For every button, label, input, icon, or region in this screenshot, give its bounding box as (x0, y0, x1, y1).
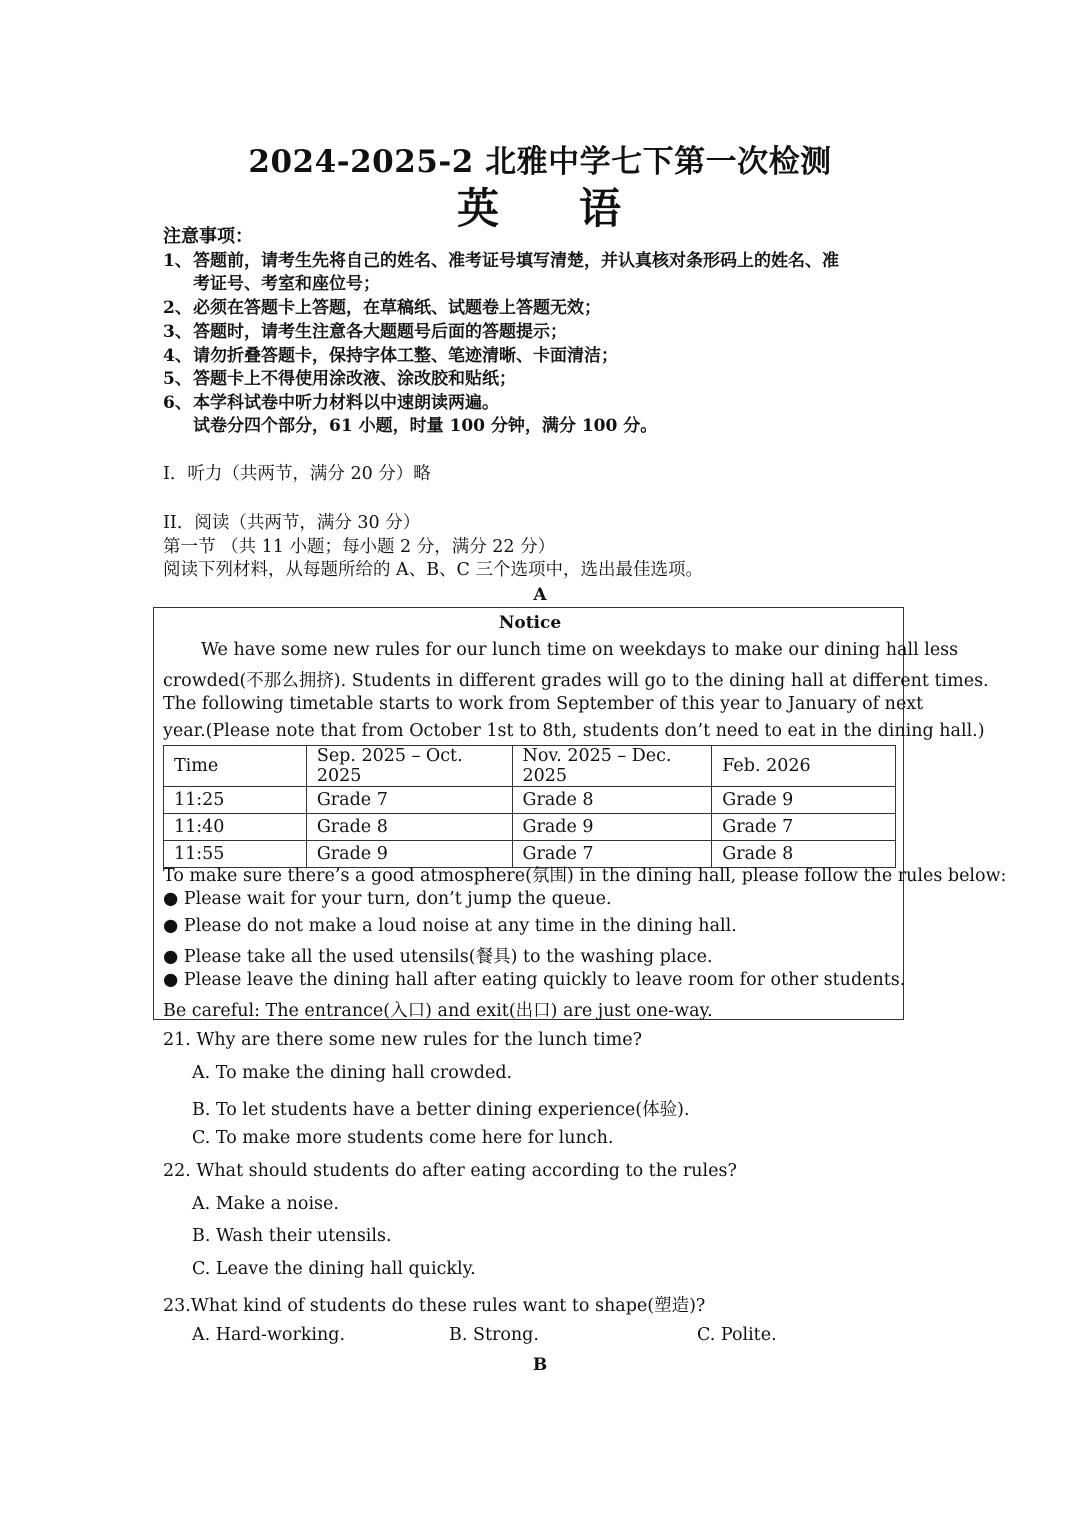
question-option: A. To make the dining hall crowded. (192, 1063, 513, 1083)
question-stem: 21. Why are there some new rules for the lunch time? (163, 1030, 642, 1050)
note-item: 1、答题前，请考生先将自己的姓名、准考证号填写清楚，并认真核对条形码上的姓名、准 (163, 251, 839, 271)
note-item-continued: 考证号、考室和座位号； (193, 274, 380, 294)
table-cell: Grade 7 (712, 814, 896, 841)
subject-char-left: 英 (456, 184, 501, 233)
section-reading: II．阅读（共两节，满分 30 分） (163, 513, 421, 533)
rule-item: ● Please leave the dining hall after eating quickly to leave room for other students. (163, 970, 906, 990)
notice-paragraph-line: We have some new rules for our lunch time on weekdays to make our dining hall less (201, 640, 959, 660)
question-option: C. Polite. (697, 1325, 777, 1345)
table-cell: 11:25 (164, 787, 307, 814)
question-stem: 23.What kind of students do these rules want to shape(塑造)? (163, 1296, 706, 1316)
section-part1: 第一节 （共 11 小题；每小题 2 分，满分 22 分） (163, 537, 556, 557)
notice-title: Notice (498, 613, 562, 633)
question-option: B. To let students have a better dining experience(体验). (192, 1100, 690, 1120)
table-cell: Grade 9 (306, 841, 512, 868)
notes-heading: 注意事项： (163, 226, 253, 247)
question-option: B. Strong. (449, 1325, 539, 1345)
question-stem: 22. What should students do after eating according to the rules? (163, 1161, 737, 1181)
rule-item: ● Please take all the used utensils(餐具) to the washing place. (163, 947, 713, 967)
lunch-timetable (163, 745, 896, 868)
notice-paragraph-line: The following timetable starts to work from September of this year to January of next (163, 694, 924, 714)
table-cell: Grade 7 (512, 841, 712, 868)
note-item: 5、答题卡上不得使用涂改液、涂改胶和贴纸； (163, 369, 516, 389)
table-cell: Grade 8 (306, 814, 512, 841)
careful-note: Be careful: The entrance(入口) and exit(出口) are just one-way. (163, 1001, 713, 1021)
question-option: C. To make more students come here for lunch. (192, 1128, 614, 1148)
subject-char-right: 语 (579, 184, 624, 233)
table-cell: 11:40 (164, 814, 307, 841)
table-cell: Grade 8 (512, 787, 712, 814)
table-header-cell: Time (164, 746, 307, 787)
notice-paragraph-line: crowded(不那么拥挤). Students in different grades will go to the dining hall at different times. (163, 671, 989, 691)
table-row (164, 787, 896, 814)
table-header-cell: Feb. 2026 (712, 746, 896, 787)
table-cell: 11:55 (164, 841, 307, 868)
table-header-cell: Sep. 2025 – Oct. 2025 (306, 746, 512, 787)
passage-letter-a: A (533, 585, 547, 605)
passage-letter-b: B (532, 1355, 548, 1375)
notice-paragraph-line: year.(Please note that from October 1st to 8th, students don’t need to eat in the dining hall.) (163, 721, 985, 741)
table-cell: Grade 7 (306, 787, 512, 814)
note-item: 4、请勿折叠答题卡，保持字体工整、笔迹清晰、卡面清洁； (163, 346, 618, 366)
table-header-cell: Nov. 2025 – Dec. 2025 (512, 746, 712, 787)
table-cell: Grade 8 (712, 841, 896, 868)
rule-item: ● Please do not make a loud noise at any time in the dining hall. (163, 916, 737, 936)
question-option: A. Make a noise. (192, 1194, 339, 1214)
note-item: 3、答题时，请考生注意各大题题号后面的答题提示； (163, 322, 567, 342)
question-option: A. Hard-working. (192, 1325, 346, 1345)
notes-summary: 试卷分四个部分，61 小题，时量 100 分钟，满分 100 分。 (193, 416, 658, 436)
section-listening: I．听力（共两节，满分 20 分）略 (163, 464, 431, 484)
section-instruction: 阅读下列材料，从每题所给的 A、B、C 三个选项中，选出最佳选项。 (163, 560, 704, 580)
table-cell: Grade 9 (512, 814, 712, 841)
table-cell: Grade 9 (712, 787, 896, 814)
exam-title: 2024-2025-2 北雅中学七下第一次检测 (248, 144, 832, 180)
subject-title (0, 176, 1080, 236)
rule-item: ● Please wait for your turn, don’t jump the queue. (163, 889, 612, 909)
rules-intro: To make sure there’s a good atmosphere(氛围) in the dining hall, please follow the rules below: (163, 866, 1007, 886)
question-option: B. Wash their utensils. (192, 1226, 392, 1246)
table-row (164, 814, 896, 841)
question-option: C. Leave the dining hall quickly. (192, 1259, 476, 1279)
note-item: 6、本学科试卷中听力材料以中速朗读两遍。 (163, 393, 499, 413)
table-header-row (164, 746, 896, 787)
note-item: 2、必须在答题卡上答题，在草稿纸、试题卷上答题无效； (163, 298, 601, 318)
